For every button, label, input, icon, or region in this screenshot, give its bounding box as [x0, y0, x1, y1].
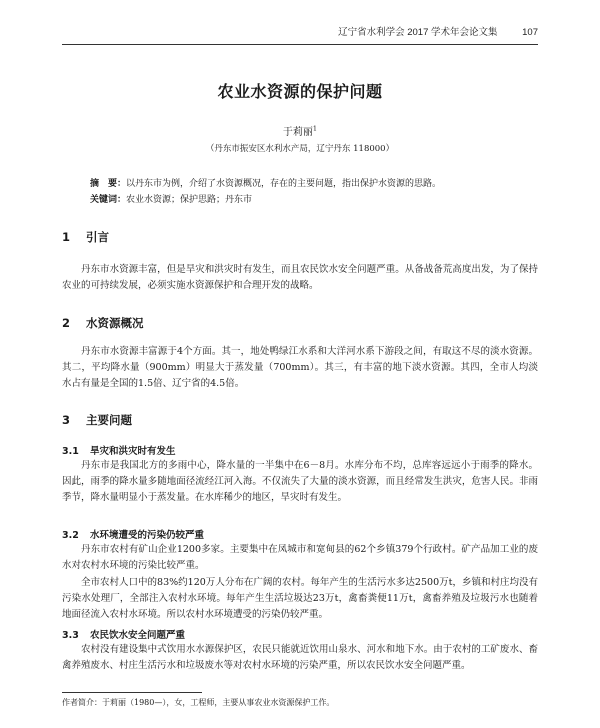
subsection-number: 3.2 [62, 530, 79, 541]
abstract [90, 177, 520, 191]
paragraph-overview: 丹东市水资源丰富源于4个方面。其一，地处鸭绿江水系和大洋河水系下游段之间，有取这不尽的淡水资源。其二，平均降水量（900mm）明显大于蒸发量（700mm）。其三，有丰富的地下淡水资源。其四，全市人均淡水占有量是全国的1.5倍、辽宁省的4.5倍。 [62, 346, 538, 389]
journal-name: 辽宁省水利学会 2017 学术年会论文集 [338, 27, 498, 38]
author-line [0, 123, 600, 138]
subsection-title: 旱灾和洪灾时有发生 [90, 446, 176, 457]
subsection-heading-3-1 [62, 443, 538, 457]
keywords-label: 关键词： [90, 195, 127, 205]
paragraph-mining-pollution: 丹东市农村有矿山企业1200多家。主要集中在凤城市和宽甸县的62个乡镇379个行政村。矿产品加工业的废水对农村水环境的污染比较严重。 [62, 544, 538, 571]
section-number: 3 [62, 413, 71, 427]
page-number: 107 [522, 27, 538, 38]
subsection-title: 农民饮水安全问题严重 [90, 630, 186, 641]
affiliation: （丹东市振安区水利水产局，辽宁丹东 118000） [205, 144, 395, 154]
subsection-heading-3-3 [62, 627, 538, 641]
section-heading-2 [62, 315, 538, 331]
section-number: 2 [62, 316, 71, 330]
keywords [90, 193, 520, 207]
abstract-label: 摘 要： [90, 179, 127, 189]
subsection-number: 3.3 [62, 630, 79, 641]
section-heading-1 [62, 229, 538, 245]
paragraph-intro: 丹东市水资源丰富，但是旱灾和洪灾时有发生，而且农民饮水安全问题严重。从备战备荒高度出发，为了保持农业的可持续发展，必须实施水资源保护和合理开发的战略。 [62, 264, 538, 291]
author-bio-footnote: 作者简介：于莉丽（1980—），女，工程师，主要从事农业水资源保护工作。 [62, 698, 335, 707]
subsection-number: 3.1 [62, 446, 79, 457]
footnote-divider [62, 692, 202, 693]
subsection-title: 水环境遭受的污染仍较严重 [90, 530, 205, 541]
article-title: 农业水资源的保护问题 [217, 82, 383, 101]
paragraph-drinking-water: 农村没有建设集中式饮用水水源保护区，农民只能就近饮用山泉水、河水和地下水。由于农村的工矿废水、畜禽养殖废水、村庄生活污水和垃圾废水等对农村水环境的污染严重，所以农民饮水安全问题严重。 [62, 644, 538, 671]
keywords-text: 农业水资源；保护思路；丹东市 [126, 195, 253, 205]
section-number: 1 [62, 230, 71, 244]
section-title: 水资源概况 [86, 316, 144, 330]
section-heading-3 [62, 412, 538, 428]
paragraph-rural-pollution: 全市农村人口中的83%约120万人分布在广阔的农村。每年产生的生活污水多达2500万t，乡镇和村庄均没有污染水处理厂，全部注入农村水环境。每年产生生活垃圾达23万t，禽畜粪便11万t，禽畜养殖及垃圾污水也随着地面径流入农村水环境。所以农村水环境遭受的污染仍较严重。 [62, 577, 538, 620]
author-name: 于莉丽 [282, 127, 313, 138]
running-header [62, 24, 538, 45]
author-mark: 1 [312, 124, 318, 133]
subsection-heading-3-2 [62, 527, 538, 541]
section-title: 主要问题 [86, 413, 132, 427]
abstract-text: 以丹东市为例，介绍了水资源概况，存在的主要问题，指出保护水资源的思路。 [126, 179, 442, 189]
section-title: 引言 [86, 230, 109, 244]
paragraph-disasters: 丹东市是我国北方的多雨中心，降水量的一半集中在6－8月。水库分布不均，总库容远远小于雨季的降水。因此，雨季的降水量多随地面径流经江河入海。不仅流失了大量的淡水资源，而且经常发生洪灾，危害人民。非雨季节，降水量明显小于蒸发量。在水库稀少的地区，旱灾时有发生。 [62, 460, 538, 503]
